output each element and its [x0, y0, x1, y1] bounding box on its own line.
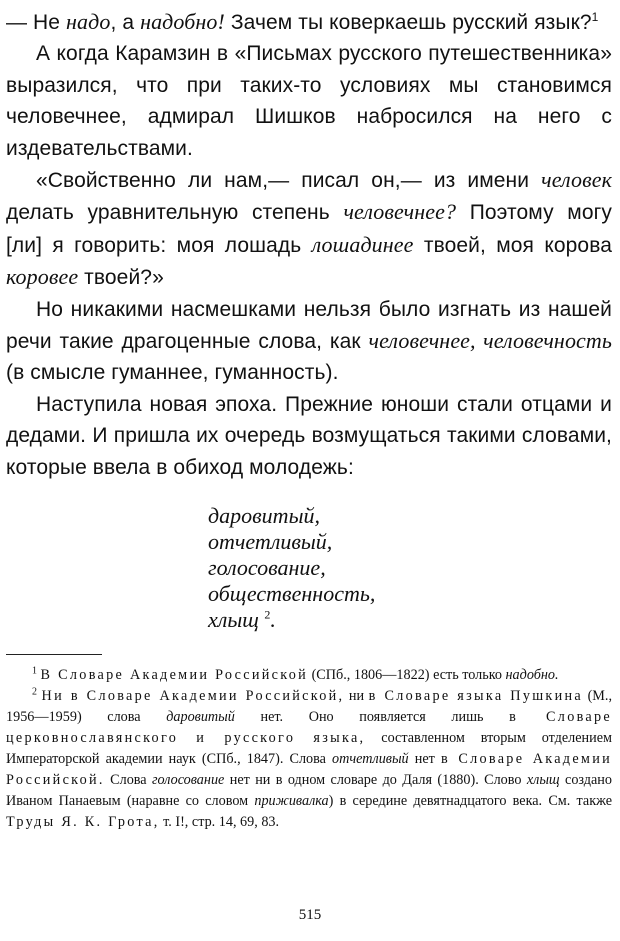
page-number: 515 — [298, 907, 322, 923]
text-run: ни — [344, 688, 369, 704]
text-run: ) в середине девятнадцатого века. См. также — [328, 793, 612, 809]
footnote-1 — [6, 665, 612, 686]
spaced-text: Труды Я. К. Грота, — [6, 814, 160, 830]
text-run: делать уравнительную степень — [6, 201, 344, 225]
text-run: Поэтому могу [ли] я говорить: моя лошадь — [6, 201, 612, 257]
spaced-text: в Словаре церковнославянского и русского языка, — [6, 709, 612, 746]
word-tail: . — [270, 607, 276, 632]
italic-word: лошадинее — [311, 231, 414, 257]
word-list-item: даровитый, — [208, 503, 320, 528]
footnote-2 — [6, 686, 612, 833]
italic-word: человечнее, человечность — [368, 328, 613, 354]
italic-word: даровитый — [166, 709, 235, 725]
word-list — [208, 503, 375, 633]
text-run: создано Иваном Панаевым (наравне со словом — [6, 772, 612, 809]
paragraph-3 — [6, 164, 612, 294]
italic-word: надобно. — [505, 667, 559, 683]
text-run: А когда Карамзин в «Письмах русского путешественника» выразился, что при таких-то условиях мы становимся человечнее, адмирал Шишков набросился на него с издевательствами. — [6, 42, 612, 160]
text-run: нет. Оно появляется лишь — [234, 709, 510, 725]
text-run: — Не — [6, 11, 67, 34]
word-list-item: отчетливый, — [208, 529, 333, 554]
italic-word: приживалка — [254, 793, 329, 809]
text-run: (СПб., 1806—1822) есть только — [308, 667, 506, 683]
word-list-item: голосование, — [208, 555, 326, 580]
text-run: составленном вторым отделением Императорской академии наук (СПб., 1847). Слова — [6, 730, 612, 767]
paragraph-2 — [6, 38, 612, 164]
footnote-number: 1 — [32, 665, 37, 677]
text-run: Слова — [104, 772, 152, 788]
text-run: твоей, моя корова — [413, 233, 612, 257]
italic-word: отчетливый — [332, 751, 409, 767]
text-run: т. I!, стр. 14, 69, 83. — [159, 814, 280, 830]
text-run: твоей?» — [78, 266, 164, 290]
footnotes — [6, 665, 612, 833]
text-run: , а — [110, 11, 141, 34]
text-run: нет ни в одном словаре до Даля (1880). Слово — [224, 772, 527, 788]
text-run: (М., 1956—1959) слова — [6, 688, 612, 725]
paragraph-4 — [6, 294, 612, 389]
spaced-text: В Словаре Академии Российской — [40, 667, 309, 683]
spaced-text: Ни в Словаре Академии Российской, — [41, 688, 345, 704]
italic-word: надо — [66, 9, 111, 34]
word-text: хлыщ — [208, 607, 259, 632]
italic-word: голосование — [151, 772, 225, 788]
paragraph-5 — [6, 389, 612, 483]
spaced-text: в Словаре Академии Российской. — [6, 751, 612, 788]
footnote-marker: 1 — [591, 10, 599, 24]
footnote-rule — [6, 654, 102, 655]
text-run: Зачем ты коверкаешь русский язык? — [224, 11, 592, 34]
text-run: Но никакими насмешками нельзя было изгнать из нашей речи такие драгоценные слова, как — [6, 297, 612, 354]
text-run: нет — [408, 751, 441, 767]
text-run: Наступила новая эпоха. Прежние юноши стали отцами и дедами. И пришла их очередь возмущаться такими словами, которые ввела в обиход молодежь: — [6, 392, 612, 479]
footnote-marker: 2 — [264, 607, 271, 622]
italic-word: человечнее? — [343, 199, 457, 225]
italic-word: надобно! — [140, 9, 225, 34]
italic-word: хлыщ — [526, 772, 560, 788]
word-list-item-last — [208, 607, 375, 633]
text-run: (в смысле гуманнее, гуманность). — [6, 361, 339, 385]
italic-word: коровее — [6, 264, 79, 290]
italic-word: человек — [541, 167, 612, 193]
word-list-item: общественность, — [208, 581, 376, 606]
paragraph-1 — [6, 6, 612, 38]
spaced-text: в Словаре языка Пушкина — [368, 688, 584, 704]
main-text — [6, 6, 612, 483]
footnote-number: 2 — [32, 686, 37, 698]
text-run: «Свойственно ли нам,— писал он,— из имени — [36, 169, 542, 193]
